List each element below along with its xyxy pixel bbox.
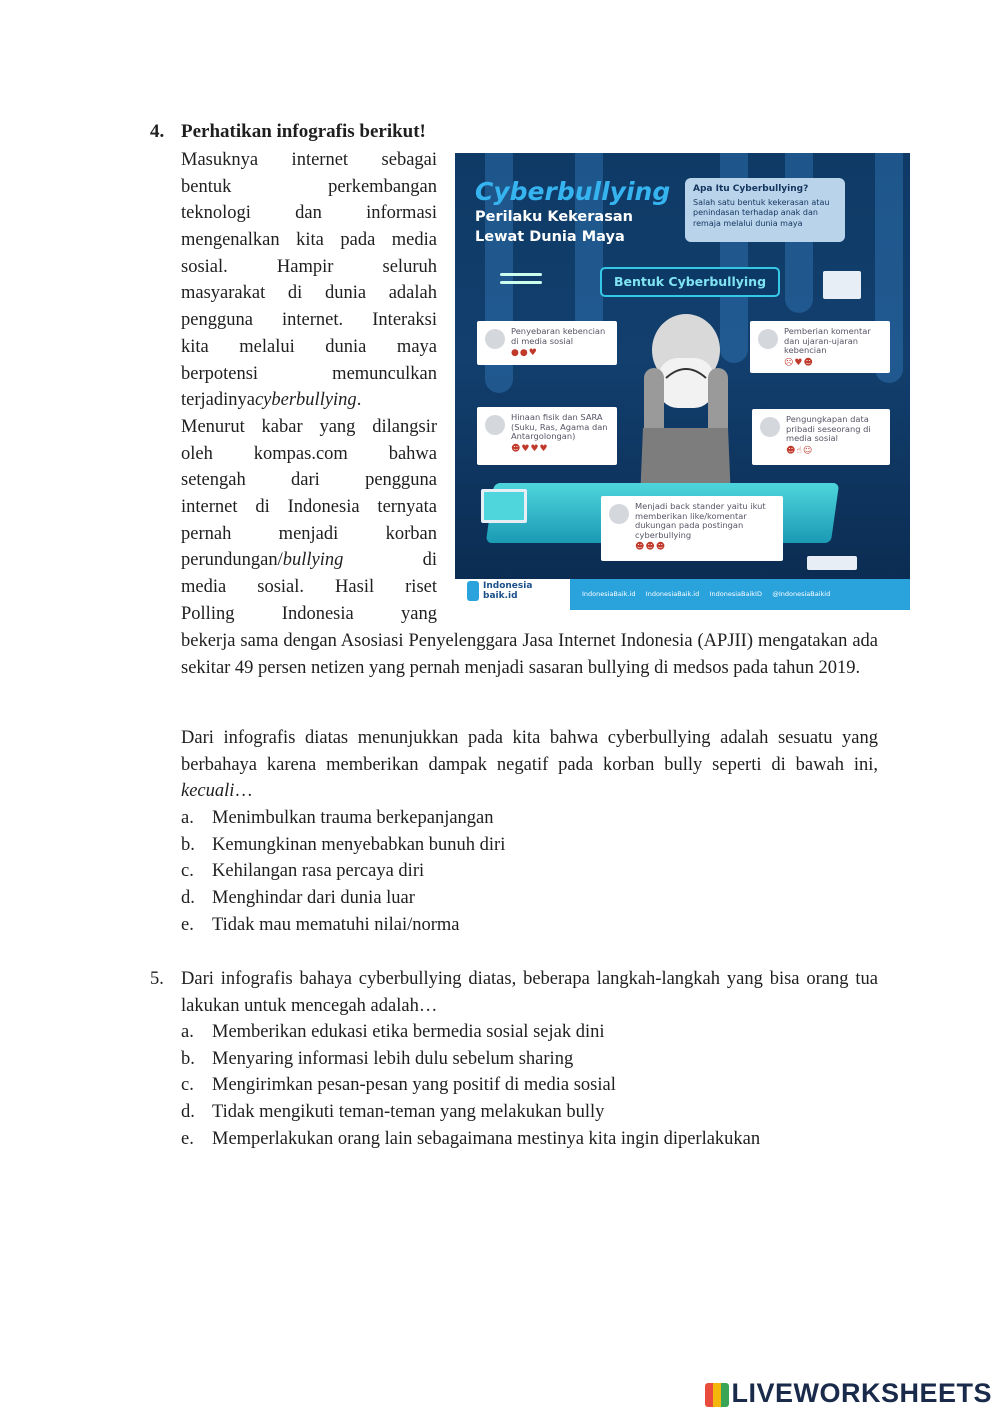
watermark-text: LIVEWORKSHEETS bbox=[731, 1378, 992, 1408]
logo-text-2: baik.id bbox=[483, 591, 518, 601]
option-a[interactable] bbox=[181, 1019, 760, 1046]
question-4-intro-continued: bekerja sama dengan Asosiasi Penyelenggara Jasa Internet Indonesia (APJII) mengatakan ada sekitar 49 persen netizen yang pernah menjadi sasaran bullying di medsos pada tahun 2019. bbox=[181, 631, 878, 678]
option-letter: d. bbox=[181, 1102, 195, 1123]
option-letter: c. bbox=[181, 861, 194, 882]
intro-text: oleh kompas.com bahwa bbox=[181, 443, 437, 464]
infographic-title: Cyberbullying bbox=[475, 177, 671, 206]
option-b[interactable] bbox=[181, 1046, 760, 1073]
intro-line bbox=[181, 361, 437, 388]
intro-line bbox=[181, 227, 437, 254]
intro-text: media sosial. Hasil riset bbox=[181, 577, 437, 597]
option-letter: b. bbox=[181, 1048, 195, 1069]
indonesiabaik-logo bbox=[467, 581, 532, 601]
avatar-icon bbox=[485, 329, 505, 349]
intro-text: sosial. Hampir seluruh bbox=[181, 256, 437, 277]
logo-text-1: Indonesia bbox=[483, 581, 533, 591]
form-card-hate-comments bbox=[750, 321, 890, 373]
intro-text: pengguna internet. Interaksi bbox=[181, 310, 437, 331]
intro-italic-word: bullying bbox=[282, 550, 344, 571]
avatar-icon bbox=[485, 415, 505, 435]
question-4-stem-end: … bbox=[234, 781, 253, 802]
intro-text: perundungan/ bbox=[181, 550, 283, 571]
reaction-icons: ☹♥☻ bbox=[784, 357, 814, 368]
card-text: Pengungkapan data pribadi seseorang di media sosial bbox=[786, 414, 871, 443]
intro-line bbox=[181, 254, 437, 281]
option-d[interactable] bbox=[181, 885, 505, 912]
intro-line bbox=[181, 547, 437, 574]
question-title: Perhatikan infografis berikut! bbox=[181, 121, 426, 142]
question-5 bbox=[150, 966, 878, 1019]
intro-line bbox=[181, 601, 437, 628]
card-text: Menjadi back stander yaitu ikut memberikan like/komentar dukungan pada postingan cyberbullying bbox=[635, 501, 766, 540]
option-text: Memperlakukan orang lain sebagaimana mestinya kita ingin diperlakukan bbox=[212, 1128, 761, 1149]
intro-text: setengah dari pengguna bbox=[181, 470, 437, 491]
option-letter: e. bbox=[181, 1128, 194, 1149]
logo-icon bbox=[467, 581, 479, 601]
intro-line bbox=[181, 147, 437, 174]
intro-italic-word: cyberbullying bbox=[254, 390, 357, 411]
liveworksheets-logo-icon bbox=[705, 1383, 729, 1407]
intro-line bbox=[181, 200, 437, 227]
reaction-icons: ☻☻☻ bbox=[635, 542, 667, 552]
intro-line bbox=[181, 334, 437, 361]
intro-line bbox=[181, 280, 437, 307]
question-4-title bbox=[150, 121, 426, 143]
question-5-options bbox=[181, 1019, 760, 1153]
option-letter: c. bbox=[181, 1075, 194, 1096]
form-card-doxxing bbox=[752, 409, 890, 465]
reaction-icons: ☻☝☺ bbox=[786, 445, 814, 456]
option-text: Tidak mau mematuhi nilai/norma bbox=[212, 914, 460, 935]
question-4-options bbox=[181, 805, 505, 939]
form-card-hate-spread bbox=[477, 321, 617, 365]
option-text: Kehilangan rasa percaya diri bbox=[212, 861, 425, 882]
liveworksheets-watermark bbox=[705, 1378, 992, 1409]
intro-line bbox=[181, 414, 437, 441]
cyberbullying-infographic bbox=[455, 153, 910, 610]
intro-text: di bbox=[343, 550, 437, 571]
option-b[interactable] bbox=[181, 832, 505, 859]
avatar-icon bbox=[760, 417, 780, 437]
option-letter: a. bbox=[181, 1022, 194, 1042]
intro-text: masyarakat di dunia adalah bbox=[181, 283, 437, 304]
question-4-stem-italic: kecuali bbox=[181, 781, 235, 802]
option-letter: a. bbox=[181, 808, 194, 828]
intro-line bbox=[181, 441, 437, 468]
option-text: Menyaring informasi lebih dulu sebelum sharing bbox=[212, 1048, 574, 1069]
intro-line bbox=[181, 387, 437, 414]
intro-line bbox=[181, 174, 437, 201]
definition-text: Salah satu bentuk kekerasan atau penindasan terhadap anak dan remaja melalui dunia maya bbox=[693, 197, 830, 228]
form-card-bystander bbox=[601, 496, 783, 561]
option-a[interactable] bbox=[181, 805, 505, 832]
question-4-stem bbox=[181, 725, 878, 805]
question-4-stem-text: Dari infografis diatas menunjukkan pada kita bahwa cyberbullying adalah sesuatu yang berbahaya karena memberikan dampak negatif pada korban bully seperti di bawah ini, bbox=[181, 728, 878, 775]
option-text: Mengirimkan pesan-pesan yang positif di media sosial bbox=[212, 1075, 616, 1096]
intro-text: kita melalui dunia maya bbox=[181, 336, 437, 357]
twitter-handle: @IndonesiaBaikid bbox=[772, 590, 831, 598]
intro-text: teknologi dan informasi bbox=[181, 203, 437, 224]
option-c[interactable] bbox=[181, 858, 505, 885]
intro-text: Menurut kabar yang dilangsir bbox=[181, 416, 437, 437]
intro-text: . bbox=[356, 390, 362, 411]
social-bar bbox=[570, 579, 910, 610]
facebook-handle: IndonesiaBaik.id bbox=[582, 590, 636, 598]
option-text: Menimbulkan trauma berkepanjangan bbox=[212, 808, 494, 828]
question-number: 5. bbox=[150, 969, 164, 989]
intro-text: berpotensi memunculkan bbox=[181, 363, 437, 384]
option-c[interactable] bbox=[181, 1072, 760, 1099]
card-text: Penyebaran kebencian di media sosial bbox=[511, 326, 606, 346]
option-text: Tidak mengikuti teman-teman yang melakukan bully bbox=[212, 1102, 605, 1123]
intro-text: Masuknya internet sebagai bbox=[181, 150, 437, 170]
instagram-handle: IndonesiaBaik.id bbox=[645, 590, 700, 598]
intro-text: terjadinya bbox=[181, 390, 255, 411]
intro-text: internet di Indonesia ternyata bbox=[181, 496, 437, 517]
option-letter: b. bbox=[181, 834, 195, 855]
intro-line bbox=[181, 307, 437, 334]
question-number: 4. bbox=[150, 121, 165, 142]
option-letter: d. bbox=[181, 888, 195, 909]
bentuk-cyberbullying-label: Bentuk Cyberbullying bbox=[600, 267, 780, 297]
option-text: Menghindar dari dunia luar bbox=[212, 888, 415, 909]
option-e[interactable] bbox=[181, 912, 505, 939]
intro-text: bentuk perkembangan bbox=[181, 176, 437, 197]
option-letter: e. bbox=[181, 914, 194, 935]
youtube-handle: IndonesiaBaikID bbox=[709, 590, 762, 598]
intro-text: Polling Indonesia yang bbox=[181, 603, 437, 624]
reaction-icons: ●●♥ bbox=[511, 348, 538, 358]
subtitle-line-1: Perilaku Kekerasan bbox=[475, 209, 633, 225]
option-d[interactable] bbox=[181, 1099, 760, 1126]
intro-line bbox=[181, 521, 437, 548]
card-text: Hinaan fisik dan SARA (Suku, Ras, Agama dan Antargolongan) bbox=[511, 412, 608, 441]
definition-title: Apa Itu Cyberbullying? bbox=[693, 184, 809, 194]
option-text: Memberikan edukasi etika bermedia sosial sejak dini bbox=[212, 1022, 605, 1042]
subtitle-line-2: Lewat Dunia Maya bbox=[475, 229, 625, 245]
option-text: Kemungkinan menyebabkan bunuh diri bbox=[212, 834, 506, 855]
question-4-intro-wrapped bbox=[181, 147, 437, 627]
card-text: Pemberian komentar dan ujaran-ujaran kebencian bbox=[784, 326, 871, 355]
avatar-icon bbox=[758, 329, 778, 349]
reaction-icons: ☻♥♥♥ bbox=[511, 443, 549, 454]
intro-line bbox=[181, 467, 437, 494]
option-e[interactable] bbox=[181, 1126, 760, 1153]
intro-line bbox=[181, 494, 437, 521]
definition-box bbox=[685, 178, 845, 242]
form-card-insults bbox=[477, 407, 617, 465]
avatar-icon bbox=[609, 504, 629, 524]
intro-text: mengenalkan kita pada media bbox=[181, 230, 437, 251]
intro-text: pernah menjadi korban bbox=[181, 523, 437, 544]
question-5-text: Dari infografis bahaya cyberbullying diatas, beberapa langkah-langkah yang bisa orang tua lakukan untuk mencegah adalah… bbox=[181, 969, 878, 1016]
infographic-subtitle bbox=[475, 207, 633, 247]
intro-line bbox=[181, 574, 437, 601]
